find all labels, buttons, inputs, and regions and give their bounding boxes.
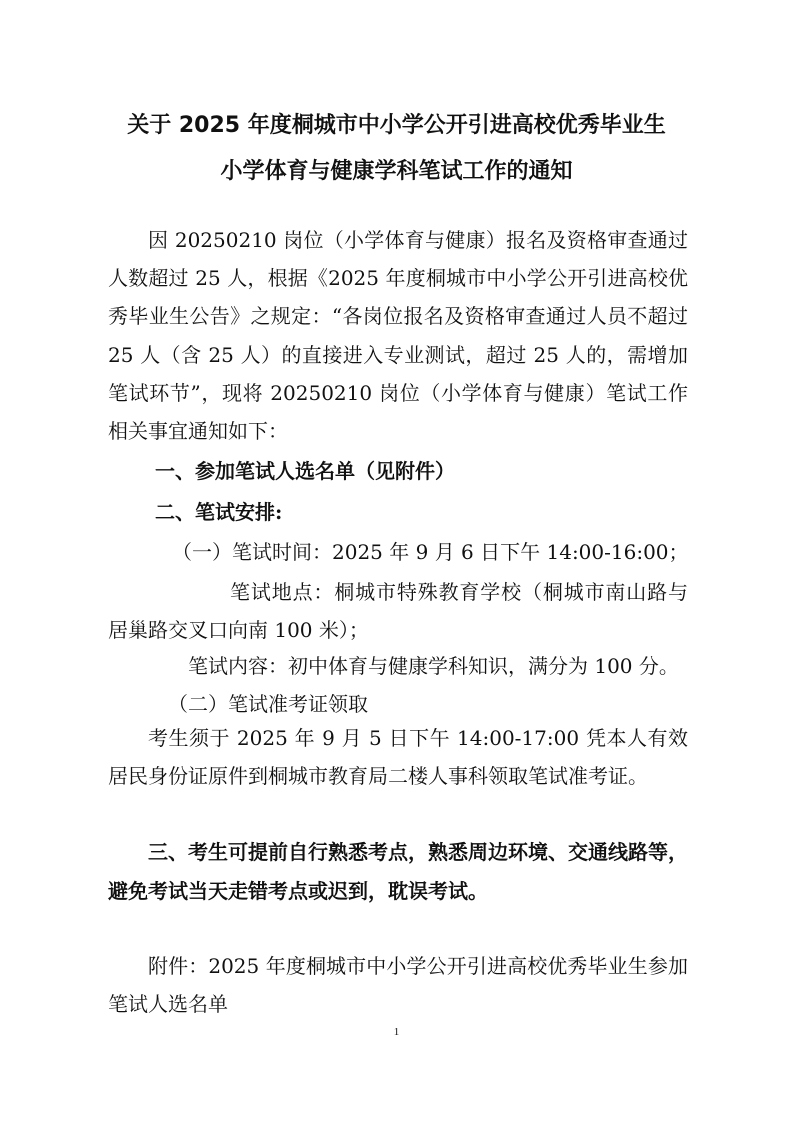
ticket-paragraph: 考生须于 2025 年 9 月 5 日下午 14:00-17:00 凭本人有效居民身份证原件到桐城市教育局二楼人事科领取笔试准考证。	[108, 726, 688, 789]
section-2-heading: 二、笔试安排:	[155, 500, 283, 524]
attachment-note: 附件：2025 年度桐城市中小学公开引进高校优秀毕业生参加笔试人选名单	[108, 954, 688, 1017]
document-title-line1: 关于 2025 年度桐城市中小学公开引进高校优秀毕业生	[127, 113, 666, 138]
page-number: 1	[393, 1026, 400, 1038]
exam-content: 笔试内容：初中体育与健康学科知识，满分为 100 分。	[188, 654, 679, 678]
exam-time: （一）笔试时间：2025 年 9 月 6 日下午 14:00-16:00；	[172, 540, 689, 564]
intro-paragraph: 因 20250210 岗位（小学体育与健康）报名及资格审查通过人数超过 25 人，根据《2025 年度桐城市中小学公开引进高校优秀毕业生公告》之规定：“各岗位报名及资格审查通过人员不超过 25 人（含 25 人）的直接进入专业测试，超过 25 人的，需增加笔试环节”，现将 20250210 岗位（小学体育与健康）笔试工作相关事宜通知如下：	[108, 228, 688, 444]
section-3-paragraph: 三、考生可提前自行熟悉考点，熟悉周边环境、交通线路等，避免考试当天走错考点或迟到，耽误考试。	[108, 840, 688, 903]
exam-location: 笔试地点：桐城市特殊教育学校（桐城市南山路与居巢路交叉口向南 100 米）；	[108, 580, 688, 643]
section-1-heading: 一、参加笔试人选名单（见附件）	[155, 459, 455, 483]
ticket-heading: （二）笔试准考证领取	[168, 692, 368, 716]
document-title-line2: 小学体育与健康学科笔试工作的通知	[220, 159, 573, 184]
